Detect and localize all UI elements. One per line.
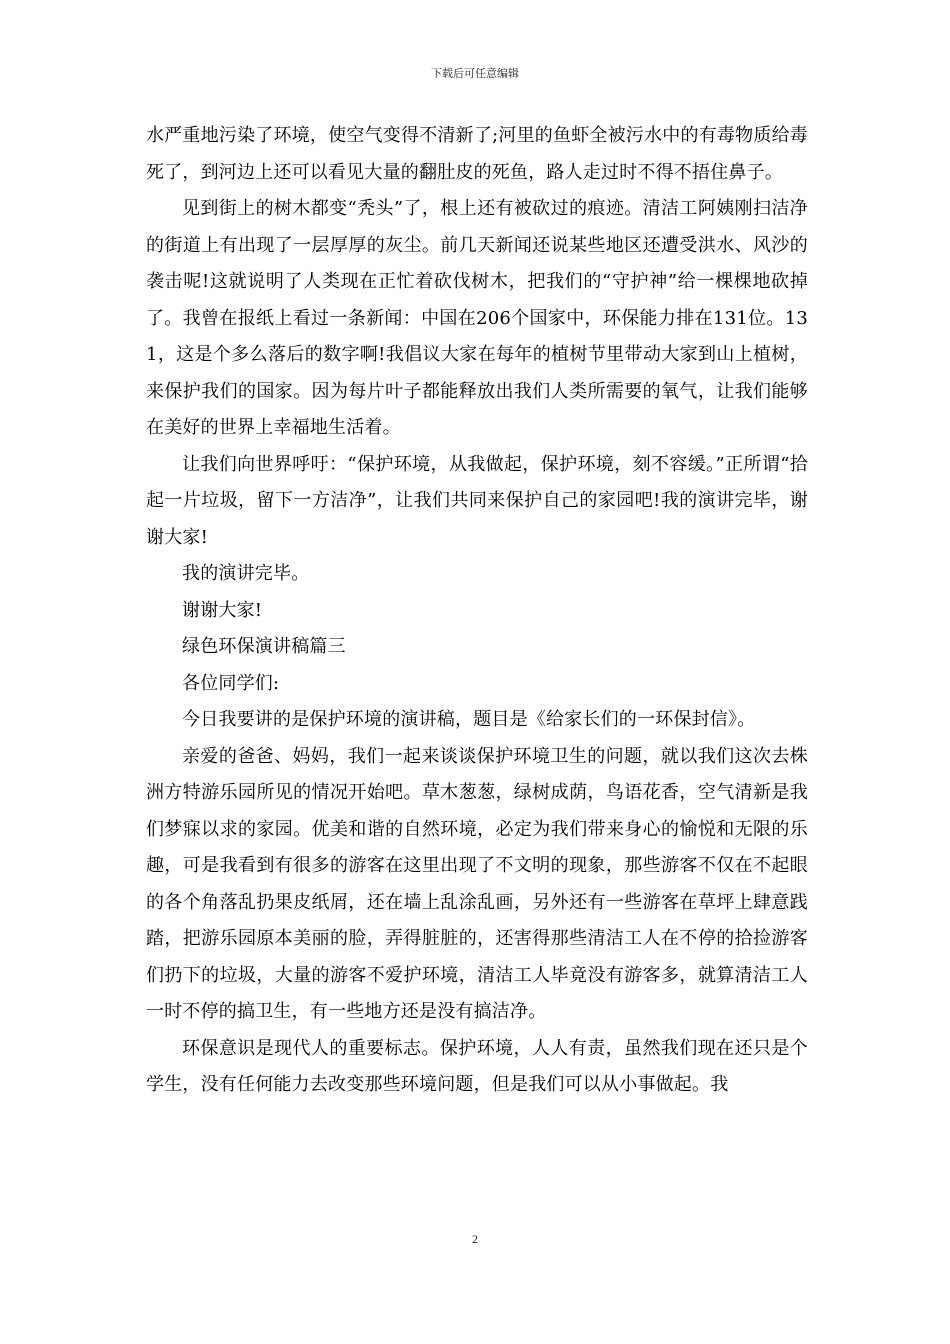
paragraph-continuation: 水严重地污染了环境，使空气变得不清新了;河里的鱼虾全被污水中的有毒物质给毒死了，到河边上还可以看见大量的翻肚皮的死鱼，路人走过时不得不捂住鼻子。 (146, 125, 808, 183)
paragraph-appeal: 让我们向世界呼吁：“保护环境，从我做起，保护环境，刻不容缓。”正所谓“拾起一片垃圾，留下一方洁净”，让我们共同来保护自己的家园吧!我的演讲完毕，谢谢大家! (146, 453, 808, 548)
paragraph-speech-end: 我的演讲完毕。 (182, 563, 310, 584)
page-number: 2 (472, 1232, 478, 1246)
paragraph-trees: 见到街上的树木都变“秃头”了，根上还有被砍过的痕迹。清洁工阿姨刚扫洁净的街道上有出现了一层厚厚的灰尘。前几天新闻还说某些地区还遭受洪水、风沙的袭击呢!这就说明了人类现在正忙着砍伐树木，把我们的“守护神”给一棵棵地砍掉了。我曾在报纸上看过一条新闻：中国在206个国家中，环保能力排在131位。131，这是个多么落后的数字啊!我倡议大家在每年的植树节里带动大家到山上植树，来保护我们的国家。因为每片叶子都能释放出我们人类所需要的氧气，让我们能够在美好的世界上幸福地生活着。 (146, 198, 808, 438)
paragraph-topic: 今日我要讲的是保护环境的演讲稿，题目是《给家长们的一环保封信》。 (182, 709, 756, 730)
paragraph-amusement-park: 亲爱的爸爸、妈妈，我们一起来谈谈保护环境卫生的问题，就以我们这次去株洲方特游乐园所见的情况开始吧。草木葱葱，绿树成荫，鸟语花香，空气清新是我们梦寐以求的家园。优美和谐的自然环境，必定为我们带来身心的愉悦和无限的乐趣，可是我看到有很多的游客在这里出现了不文明的现象，那些游客不仅在不起眼的各个角落乱扔果皮纸屑，还在墙上乱涂乱画，另外还有一些游客在草坪上肆意践踏，把游乐园原本美丽的脸，弄得脏脏的，还害得那些清洁工人在不停的拾捡游客们扔下的垃圾，大量的游客不爱护环境，清洁工人毕竟没有游客多，就算清洁工人一时不停的搞卫生，有一些地方还是没有搞洁净。 (146, 745, 808, 1022)
page-header: 下载后可任意编辑 (431, 67, 519, 80)
paragraph-thanks: 谢谢大家! (182, 599, 263, 621)
section-title: 绿色环保演讲稿篇三 (182, 636, 346, 657)
document-body (146, 118, 808, 1104)
paragraph-awareness: 环保意识是现代人的重要标志。保护环境，人人有责，虽然我们现在还只是个学生，没有任何能力去改变那些环境问题，但是我们可以从小事做起。我 (146, 1037, 808, 1095)
salutation: 各位同学们: (182, 672, 280, 694)
